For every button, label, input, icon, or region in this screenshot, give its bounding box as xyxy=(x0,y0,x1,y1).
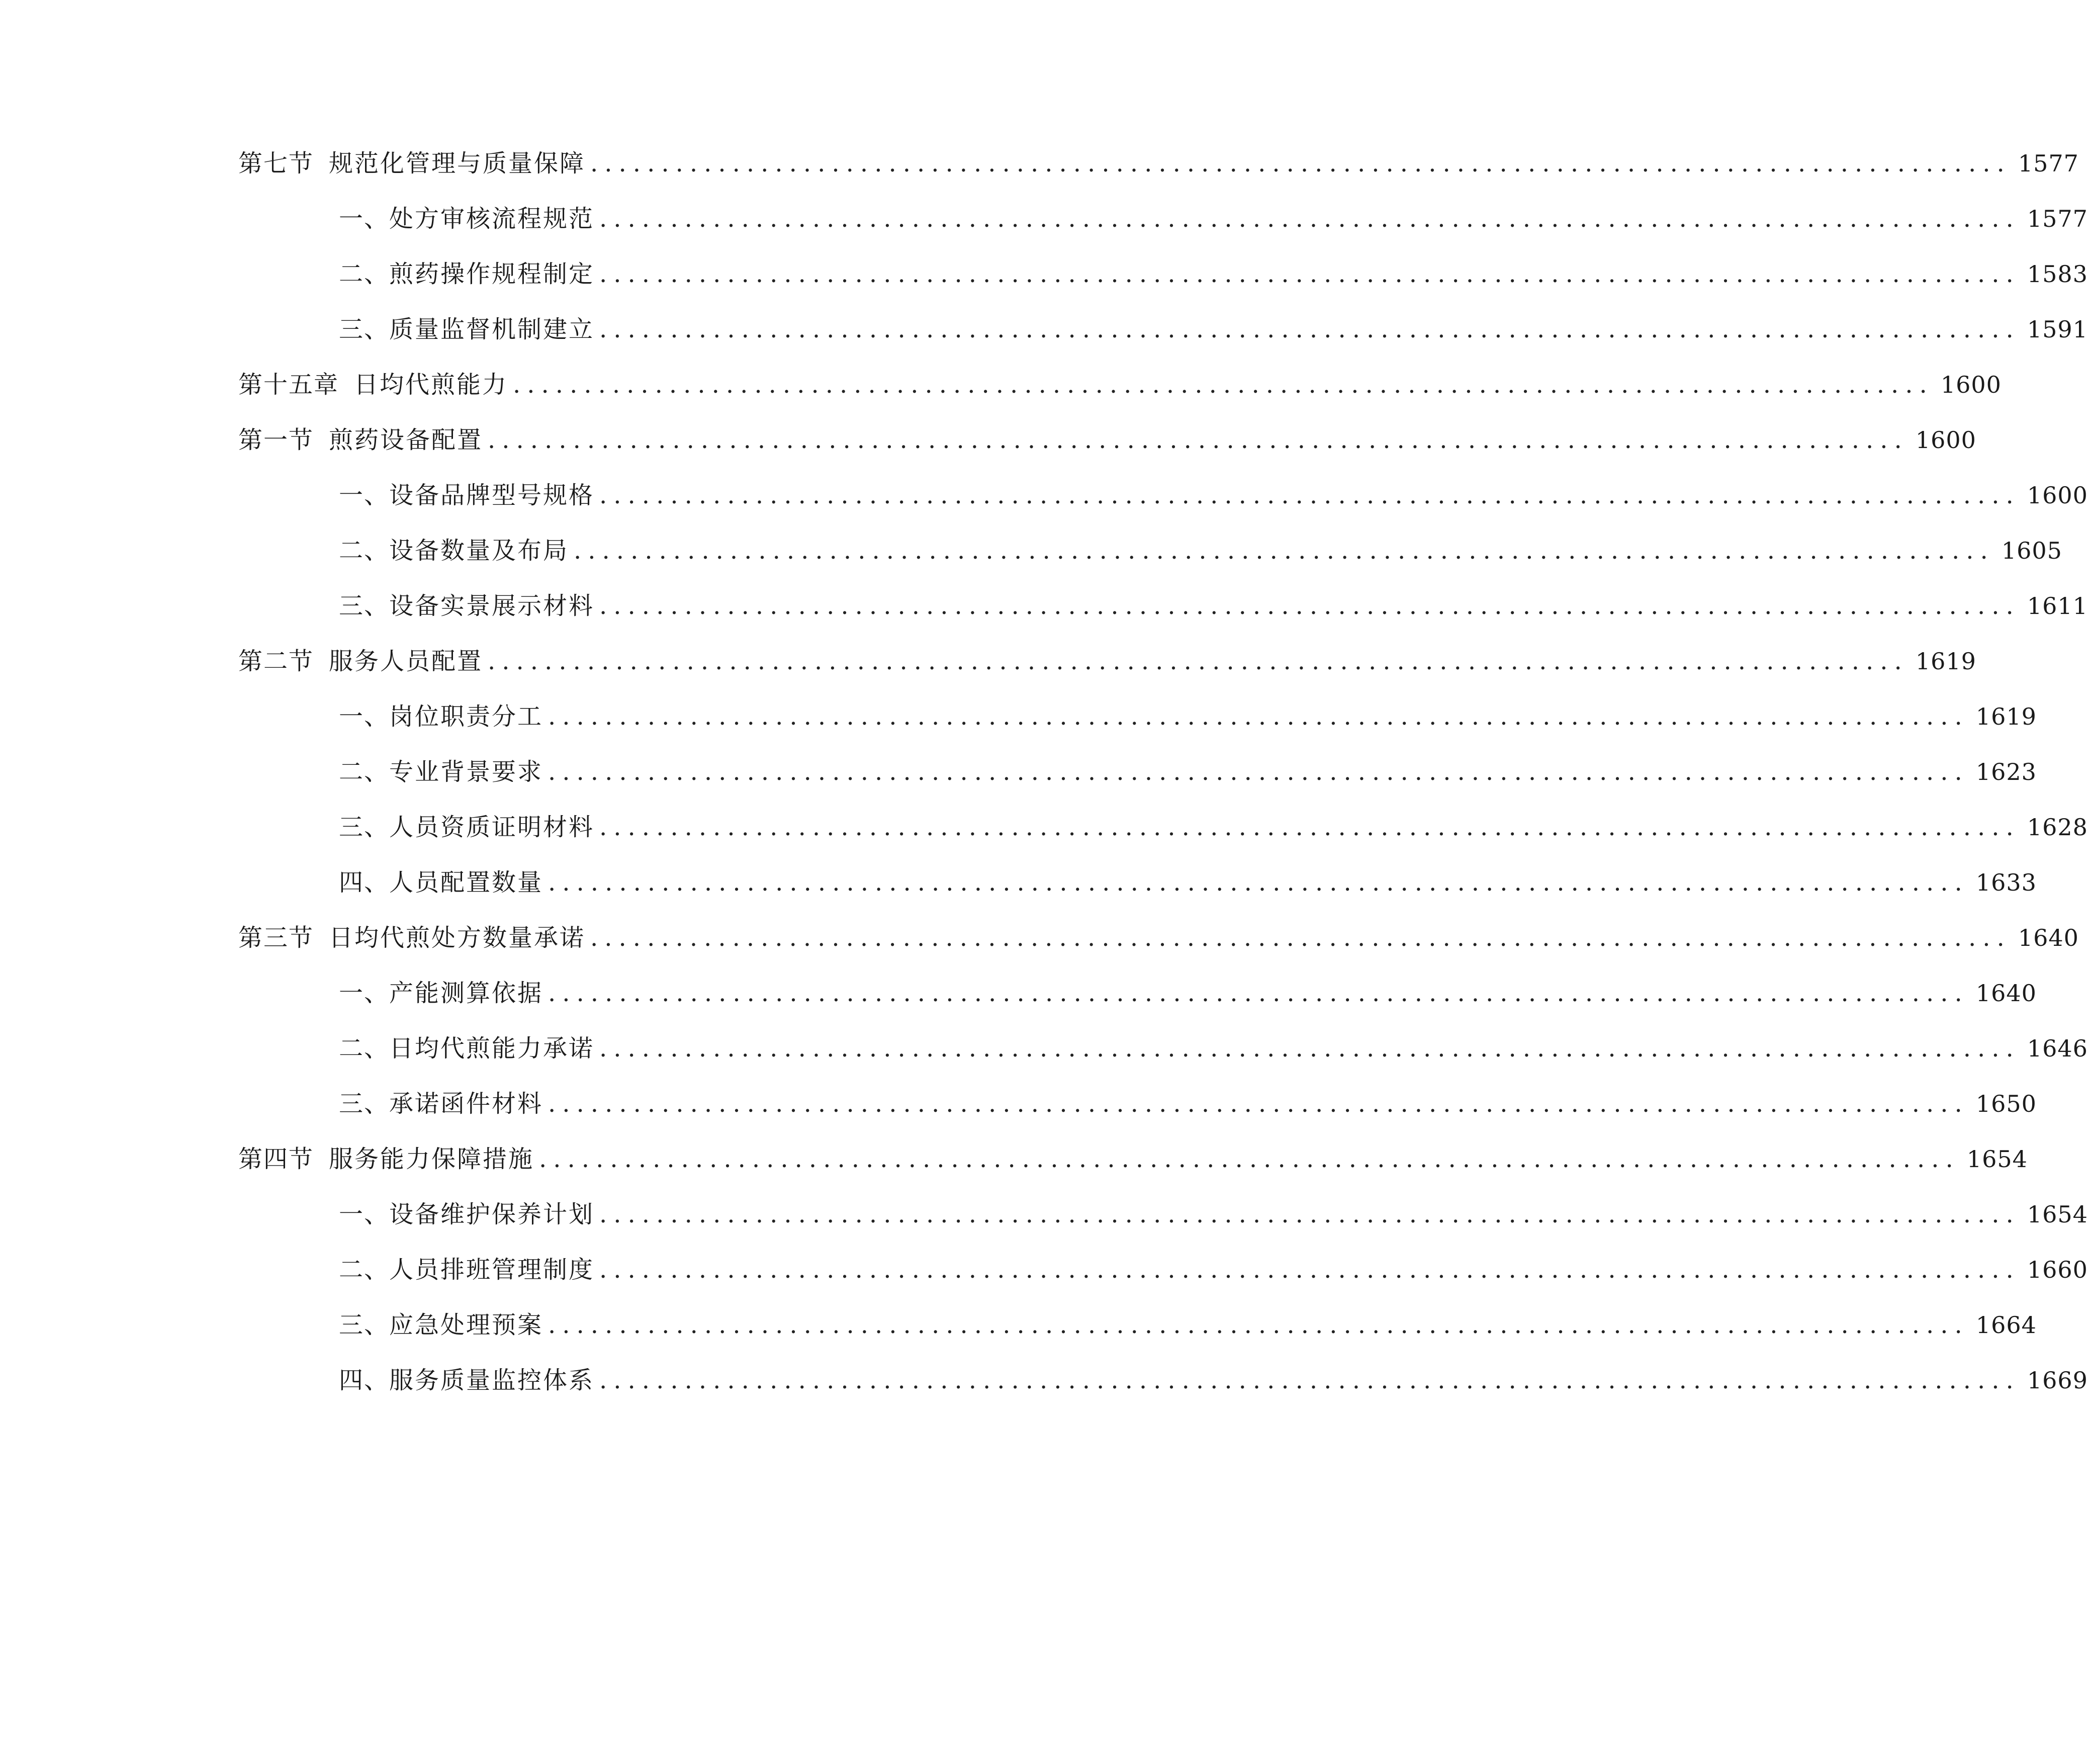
toc-entry-title: 服务能力保障措施 xyxy=(329,1145,534,1173)
toc-entry-page-number: 1664 xyxy=(1975,1311,2037,1339)
toc-entry-title: 设备维护保养计划 xyxy=(389,1200,595,1228)
toc-entry-title: 质量监督机制建立 xyxy=(389,315,595,343)
toc-entry-title: 产能测算依据 xyxy=(389,979,543,1007)
toc-entry-page-number: 1600 xyxy=(2027,482,2088,509)
toc-entry-content xyxy=(238,646,1976,676)
toc-entry-page-number: 1654 xyxy=(2027,1201,2088,1228)
toc-entry[interactable] xyxy=(0,578,2088,634)
toc-entry-content xyxy=(339,591,2088,621)
toc-dot-leader: .................................................................................................... xyxy=(488,647,1909,675)
toc-entry-content xyxy=(339,812,2088,842)
toc-entry-content xyxy=(339,1310,2037,1340)
toc-entry-content xyxy=(339,259,2088,289)
toc-entry-number: 第四节 xyxy=(238,1145,314,1173)
toc-entry-title: 煎药操作规程制定 xyxy=(389,260,595,288)
toc-entry-page-number: 1605 xyxy=(2001,537,2062,564)
toc-entry-number: 一、 xyxy=(339,1200,390,1228)
toc-entry-number: 二、 xyxy=(339,1034,390,1063)
toc-dot-leader: .................................................................................................... xyxy=(599,315,2020,343)
toc-entry-page-number: 1646 xyxy=(2027,1035,2088,1062)
toc-entry-content xyxy=(339,867,2037,898)
toc-entry-page-number: 1600 xyxy=(1940,371,2002,398)
toc-entry-title: 设备实景展示材料 xyxy=(389,592,595,620)
toc-entry-page-number: 1640 xyxy=(1975,980,2037,1007)
toc-entry[interactable] xyxy=(0,1131,2028,1187)
toc-dot-leader: .................................................................................................... xyxy=(599,260,2020,288)
toc-dot-leader: .................................................................................................... xyxy=(548,758,1969,786)
toc-entry-title: 煎药设备配置 xyxy=(329,426,483,454)
toc-dot-leader: .................................................................................................... xyxy=(548,868,1969,897)
toc-entry-content xyxy=(339,1033,2088,1064)
toc-dot-leader: .................................................................................................... xyxy=(599,1256,2020,1284)
toc-entry[interactable] xyxy=(0,1021,2088,1076)
toc-entry-title: 岗位职责分工 xyxy=(389,702,543,731)
toc-entry-number: 三、 xyxy=(339,1090,390,1118)
toc-entry-page-number: 1600 xyxy=(1915,426,1976,454)
toc-entry-title: 服务人员配置 xyxy=(329,647,483,675)
toc-entry-number: 三、 xyxy=(339,592,390,620)
toc-dot-leader: .................................................................................................... xyxy=(548,979,1969,1007)
toc-entry-number: 四、 xyxy=(339,1366,390,1394)
toc-entry-content xyxy=(238,370,2002,400)
toc-entry-page-number: 1577 xyxy=(2027,205,2088,232)
toc-entry-title: 日均代煎能力 xyxy=(354,371,508,399)
toc-entry-page-number: 1611 xyxy=(2027,592,2088,620)
toc-entry-content xyxy=(339,480,2088,510)
toc-entry-page-number: 1669 xyxy=(2027,1367,2088,1394)
toc-entry[interactable] xyxy=(0,1187,2088,1242)
toc-entry[interactable] xyxy=(0,800,2088,855)
toc-dot-leader: .................................................................................................... xyxy=(574,537,1994,565)
table-of-contents xyxy=(0,136,2088,1408)
toc-entry[interactable] xyxy=(0,1242,2088,1297)
toc-entry-title: 承诺函件材料 xyxy=(389,1090,543,1118)
toc-entry-page-number: 1583 xyxy=(2027,260,2088,288)
toc-entry-number: 第三节 xyxy=(238,924,314,952)
toc-entry-page-number: 1623 xyxy=(1975,758,2037,785)
toc-entry[interactable] xyxy=(0,523,2062,578)
toc-entry-title: 规范化管理与质量保障 xyxy=(329,149,586,178)
toc-dot-leader: .................................................................................................... xyxy=(590,924,2011,952)
toc-entry-title: 日均代煎能力承诺 xyxy=(389,1034,595,1063)
toc-entry-number: 一、 xyxy=(339,979,390,1007)
toc-entry-title: 日均代煎处方数量承诺 xyxy=(329,924,586,952)
toc-entry-content xyxy=(238,148,2079,179)
toc-entry-title: 设备品牌型号规格 xyxy=(389,481,595,509)
toc-entry-page-number: 1633 xyxy=(1975,869,2037,896)
toc-entry-content xyxy=(238,1144,2028,1174)
toc-entry[interactable] xyxy=(0,634,1976,689)
toc-entry-number: 第十五章 xyxy=(238,371,339,399)
toc-entry-content xyxy=(238,923,2079,953)
toc-entry-page-number: 1640 xyxy=(2018,924,2079,951)
toc-entry-number: 二、 xyxy=(339,537,390,565)
toc-dot-leader: .................................................................................................... xyxy=(599,481,2020,509)
toc-entry-number: 二、 xyxy=(339,260,390,288)
toc-entry-number: 二、 xyxy=(339,1256,390,1284)
toc-entry-number: 三、 xyxy=(339,315,390,343)
toc-entry-number: 三、 xyxy=(339,813,390,841)
toc-entry-number: 三、 xyxy=(339,1311,390,1339)
toc-entry-page-number: 1619 xyxy=(1975,703,2037,730)
toc-entry[interactable] xyxy=(0,246,2088,302)
toc-entry[interactable] xyxy=(0,744,2037,800)
toc-entry[interactable] xyxy=(0,910,2079,965)
toc-entry-content xyxy=(339,701,2037,732)
toc-entry-number: 一、 xyxy=(339,481,390,509)
toc-entry-content xyxy=(238,425,1976,455)
toc-entry-number: 四、 xyxy=(339,868,390,897)
toc-entry-page-number: 1619 xyxy=(1915,648,1976,675)
toc-dot-leader: .................................................................................................... xyxy=(548,1090,1969,1118)
toc-dot-leader: .................................................................................................... xyxy=(539,1145,1960,1173)
toc-entry-title: 应急处理预案 xyxy=(389,1311,543,1339)
toc-dot-leader: .................................................................................................... xyxy=(599,1366,2020,1394)
toc-dot-leader: .................................................................................................... xyxy=(599,205,2020,233)
toc-entry-number: 第七节 xyxy=(238,149,314,178)
toc-entry-number: 二、 xyxy=(339,758,390,786)
toc-entry[interactable] xyxy=(0,302,2088,357)
toc-dot-leader: .................................................................................................... xyxy=(548,702,1969,731)
toc-entry-page-number: 1577 xyxy=(2018,150,2079,177)
toc-entry[interactable] xyxy=(0,468,2088,523)
toc-entry-content xyxy=(339,1089,2037,1119)
toc-dot-leader: .................................................................................................... xyxy=(599,592,2020,620)
toc-entry-page-number: 1654 xyxy=(1966,1145,2028,1173)
toc-entry[interactable] xyxy=(0,1297,2037,1353)
toc-entry-title: 设备数量及布局 xyxy=(389,537,569,565)
toc-entry-content xyxy=(339,1255,2088,1285)
toc-dot-leader: .................................................................................................... xyxy=(513,371,1934,399)
toc-entry[interactable] xyxy=(0,689,2037,744)
toc-entry-title: 服务质量监控体系 xyxy=(389,1366,595,1394)
toc-entry[interactable] xyxy=(0,965,2037,1021)
toc-entry-content xyxy=(339,757,2037,787)
toc-entry[interactable] xyxy=(0,855,2037,910)
toc-entry-content xyxy=(339,1199,2088,1229)
toc-entry-page-number: 1628 xyxy=(2027,814,2088,841)
toc-entry-page-number: 1591 xyxy=(2027,316,2088,343)
toc-dot-leader: .................................................................................................... xyxy=(590,149,2011,178)
toc-entry-title: 处方审核流程规范 xyxy=(389,205,595,233)
toc-entry-title: 人员配置数量 xyxy=(389,868,543,897)
toc-entry[interactable] xyxy=(0,1353,2088,1408)
toc-entry-number: 第一节 xyxy=(238,426,314,454)
toc-entry-content xyxy=(339,204,2088,234)
toc-dot-leader: .................................................................................................... xyxy=(599,1034,2020,1063)
toc-entry-content xyxy=(339,1365,2088,1395)
toc-entry-number: 第二节 xyxy=(238,647,314,675)
toc-entry[interactable] xyxy=(0,1076,2037,1131)
toc-entry-title: 专业背景要求 xyxy=(389,758,543,786)
toc-dot-leader: .................................................................................................... xyxy=(488,426,1909,454)
toc-dot-leader: .................................................................................................... xyxy=(599,1200,2020,1228)
toc-entry-page-number: 1660 xyxy=(2027,1256,2088,1283)
toc-entry-title: 人员资质证明材料 xyxy=(389,813,595,841)
toc-entry-number: 一、 xyxy=(339,702,390,731)
toc-entry[interactable] xyxy=(0,191,2088,246)
toc-entry-content xyxy=(339,536,2062,566)
toc-entry-content xyxy=(339,978,2037,1008)
toc-dot-leader: .................................................................................................... xyxy=(599,813,2020,841)
toc-dot-leader: .................................................................................................... xyxy=(548,1311,1969,1339)
toc-entry-number: 一、 xyxy=(339,205,390,233)
toc-entry[interactable] xyxy=(0,412,1976,468)
toc-entry-title: 人员排班管理制度 xyxy=(389,1256,595,1284)
toc-entry-page-number: 1650 xyxy=(1975,1090,2037,1117)
toc-entry-content xyxy=(339,314,2088,344)
toc-entry[interactable] xyxy=(0,357,2002,412)
toc-entry[interactable] xyxy=(0,136,2079,191)
